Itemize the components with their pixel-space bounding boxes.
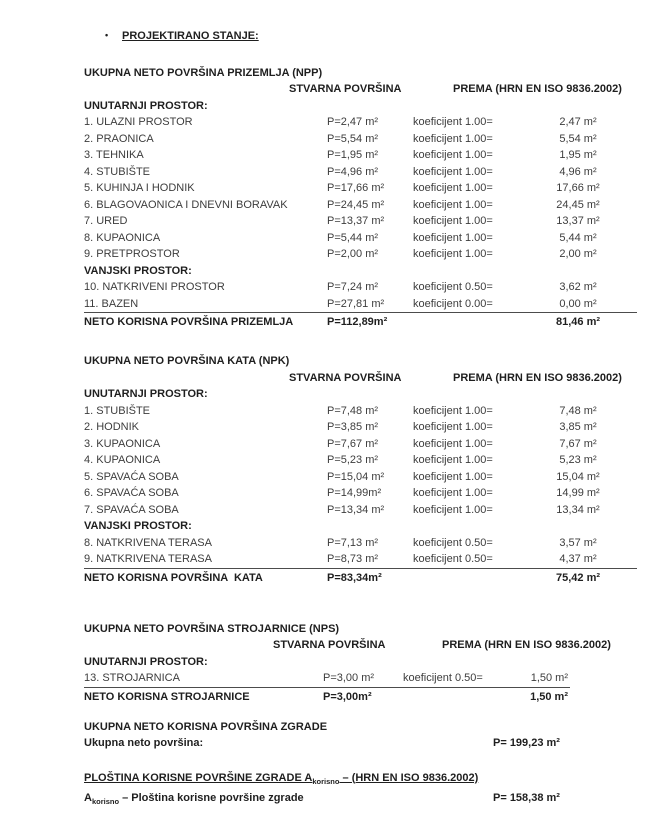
usable-area-value: P= 158,38 m²: [493, 792, 560, 805]
table-row: [84, 485, 637, 502]
table-row: [84, 131, 637, 148]
area-value: P=7,13 m²: [327, 536, 379, 549]
usable-area-title-text: PLOŠTINA KORISNE POVRŠINE ZGRADE A: [84, 771, 313, 784]
area-value: P=7,67 m²: [327, 437, 379, 450]
converted-value: 5,54 m²: [559, 132, 597, 145]
area-value: P=2,00 m²: [327, 248, 379, 260]
converted-value: 1,95 m²: [559, 149, 597, 161]
column-headers: [84, 637, 651, 654]
table-row: [84, 670, 570, 688]
converted-value: 5,44 m²: [559, 231, 597, 244]
row-label: 7. URED: [84, 215, 128, 227]
row-label: 6. BLAGOVAONICA I DNEVNI BORAVAK: [84, 198, 288, 211]
total-spacer: [413, 313, 519, 333]
usable-area-block: [84, 770, 651, 807]
column-header-stvarna: STVARNA POVRŠINA: [273, 639, 386, 651]
coefficient: koeficijent 1.00=: [413, 437, 493, 450]
area-value: P=3,00 m²: [323, 672, 375, 684]
total-result: 75,42 m²: [555, 571, 601, 584]
converted-value: 7,48 m²: [559, 404, 597, 417]
converted-value: 4,96 m²: [559, 165, 597, 178]
coefficient: koeficijent 1.00=: [413, 132, 493, 145]
usable-area-description: – Ploština korisne površine zgrade: [119, 792, 304, 805]
area-value: P=3,85 m²: [327, 421, 379, 433]
table-row: [84, 197, 637, 214]
coefficient: koeficijent 1.00=: [413, 503, 493, 516]
table-row: [84, 147, 637, 164]
row-label: 6. SPAVAĆA SOBA: [84, 487, 179, 499]
area-value: P=7,48 m²: [327, 404, 379, 417]
area-value: P=8,73 m²: [327, 553, 379, 565]
total-label: NETO KORISNA STROJARNICE: [84, 690, 250, 703]
total-area: P=112,89m²: [327, 316, 388, 328]
coefficient: koeficijent 0.50=: [403, 672, 483, 684]
usable-area-line: [84, 790, 651, 807]
column-header-stvarna: STVARNA POVRŠINA: [289, 83, 402, 95]
row-label: 11. BAZEN: [84, 297, 139, 310]
table-row: [84, 452, 637, 469]
coefficient: koeficijent 1.00=: [413, 165, 493, 178]
column-header-prema: PREMA (HRN EN ISO 9836.2002): [453, 371, 622, 384]
total-result: 1,50 m²: [530, 690, 568, 703]
section-prizemlje: [84, 65, 651, 333]
table-row: [84, 180, 637, 197]
area-value: P=14,99m²: [327, 487, 382, 499]
total-label: NETO KORISNA POVRŠINA KATA: [84, 571, 263, 584]
usable-area-label: [84, 792, 304, 807]
converted-value: 5,23 m²: [559, 454, 597, 466]
converted-value: 13,37 m²: [556, 215, 600, 227]
row-label: 2. HODNIK: [84, 421, 140, 433]
summary-value: P= 199,23 m²: [493, 737, 560, 749]
page-title: PROJEKTIRANO STANJE:: [122, 30, 259, 42]
area-sections: [84, 65, 651, 707]
coefficient: koeficijent 1.00=: [413, 198, 493, 211]
usable-area-title: [84, 770, 651, 791]
row-label: 9. NATKRIVENA TERASA: [84, 553, 212, 565]
coefficient: koeficijent 1.00=: [413, 182, 493, 194]
converted-value: 3,62 m²: [559, 281, 597, 293]
column-header-prema: PREMA (HRN EN ISO 9836.2002): [453, 83, 622, 95]
total-result: 81,46 m²: [555, 316, 601, 328]
coefficient: koeficijent 1.00=: [413, 116, 493, 128]
row-label: 13. STROJARNICA: [84, 672, 180, 684]
total-row: [84, 688, 570, 707]
section-strojarnica: [84, 621, 651, 707]
usable-area-symbol: A: [84, 792, 92, 805]
area-value: P=17,66 m²: [327, 182, 385, 194]
converted-value: 3,57 m²: [559, 536, 597, 549]
converted-value: 1,50 m²: [530, 672, 568, 684]
table-row: [84, 164, 637, 181]
usable-area-title-standard: – (HRN EN ISO 9836.2002): [339, 771, 479, 784]
column-header-stvarna: STVARNA POVRŠINA: [289, 371, 402, 384]
table-row: [84, 230, 637, 247]
total-area: P=3,00m²: [323, 690, 372, 703]
area-value: P=15,04 m²: [327, 470, 385, 483]
coefficient: koeficijent 1.00=: [413, 454, 493, 466]
document-title-line: [105, 27, 651, 45]
area-value: P=13,37 m²: [327, 215, 385, 227]
table-row: [84, 246, 637, 263]
column-header-prema: PREMA (HRN EN ISO 9836.2002): [442, 639, 611, 651]
converted-value: 3,85 m²: [559, 421, 597, 433]
table-row: [84, 502, 637, 519]
row-label: 2. PRAONICA: [84, 132, 154, 145]
converted-value: 14,99 m²: [556, 487, 600, 499]
building-summary-block: [84, 719, 651, 752]
table-row: [84, 403, 637, 420]
coefficient: koeficijent 0.50=: [413, 553, 493, 565]
section-title: UKUPNA NETO POVRŠINA KATA (NPK): [84, 355, 290, 367]
area-value: P=4,96 m²: [327, 165, 379, 178]
area-value: P=2,47 m²: [327, 116, 379, 128]
converted-value: 0,00 m²: [559, 297, 597, 310]
area-value: P=5,44 m²: [327, 231, 379, 244]
summary-line: [84, 735, 651, 752]
coefficient: koeficijent 1.00=: [413, 149, 493, 161]
row-label: 3. TEHNIKA: [84, 149, 144, 161]
table-row: [84, 436, 637, 453]
row-label: 4. STUBIŠTE: [84, 165, 151, 178]
row-label: 1. ULAZNI PROSTOR: [84, 116, 193, 128]
group-heading: VANJSKI PROSTOR:: [84, 264, 192, 277]
area-value: P=5,23 m²: [327, 454, 379, 466]
coefficient: koeficijent 1.00=: [413, 404, 493, 417]
total-label: NETO KORISNA POVRŠINA PRIZEMLJA: [84, 316, 294, 328]
converted-value: 15,04 m²: [556, 470, 600, 483]
row-label: 7. SPAVAĆA SOBA: [84, 503, 179, 516]
group-heading: UNUTARNJI PROSTOR:: [84, 388, 208, 400]
coefficient: koeficijent 1.00=: [413, 215, 493, 227]
summary-title: UKUPNA NETO KORISNA POVRŠINA ZGRADE: [84, 720, 328, 733]
column-headers: [84, 370, 651, 387]
table-row: [84, 296, 637, 314]
total-row: [84, 313, 637, 332]
total-spacer: [403, 688, 493, 708]
converted-value: 24,45 m²: [556, 198, 600, 211]
coefficient: koeficijent 0.00=: [413, 297, 493, 310]
area-value: P=7,24 m²: [327, 281, 379, 293]
coefficient: koeficijent 0.50=: [413, 281, 493, 293]
column-headers: [84, 81, 651, 98]
converted-value: 13,34 m²: [556, 503, 600, 516]
coefficient: koeficijent 1.00=: [413, 231, 493, 244]
table-row: [84, 551, 637, 569]
section-kat: [84, 353, 651, 588]
area-value: P=1,95 m²: [327, 149, 379, 161]
row-label: 8. NATKRIVENA TERASA: [84, 536, 212, 549]
row-label: 10. NATKRIVENI PROSTOR: [84, 281, 225, 293]
row-label: 8. KUPAONICA: [84, 231, 161, 244]
row-label: 1. STUBIŠTE: [84, 404, 151, 417]
table-row: [84, 114, 637, 131]
group-heading: UNUTARNJI PROSTOR:: [84, 99, 208, 112]
converted-value: 2,47 m²: [559, 116, 597, 128]
coefficient: koeficijent 0.50=: [413, 536, 493, 549]
section-title: UKUPNA NETO POVRŠINA STROJARNICE (NPS): [84, 622, 340, 635]
row-label: 5. SPAVAĆA SOBA: [84, 470, 179, 483]
section-title: UKUPNA NETO POVRŠINA PRIZEMLJA (NPP): [84, 66, 323, 79]
area-value: P=27,81 m²: [327, 297, 385, 310]
row-label: 5. KUHINJA I HODNIK: [84, 182, 195, 194]
table-row: [84, 469, 637, 486]
group-heading: VANJSKI PROSTOR:: [84, 520, 192, 532]
bullet-icon: •: [105, 30, 109, 40]
table-row: [84, 279, 637, 296]
group-heading: UNUTARNJI PROSTOR:: [84, 655, 208, 668]
coefficient: koeficijent 1.00=: [413, 421, 493, 433]
row-label: 3. KUPAONICA: [84, 437, 161, 450]
coefficient: koeficijent 1.00=: [413, 470, 493, 483]
usable-area-title-subscript: korisno: [312, 776, 340, 786]
converted-value: 7,67 m²: [559, 437, 597, 450]
table-row: [84, 213, 637, 230]
table-row: [84, 535, 637, 552]
row-label: 9. PRETPROSTOR: [84, 248, 180, 260]
converted-value: 4,37 m²: [559, 553, 597, 565]
coefficient: koeficijent 1.00=: [413, 248, 493, 260]
converted-value: 17,66 m²: [556, 182, 600, 194]
total-row: [84, 569, 637, 588]
total-area: P=83,34m²: [327, 571, 382, 584]
area-value: P=13,34 m²: [327, 503, 385, 516]
converted-value: 2,00 m²: [559, 248, 597, 260]
coefficient: koeficijent 1.00=: [413, 487, 493, 499]
table-row: [84, 419, 637, 436]
row-label: 4. KUPAONICA: [84, 454, 161, 466]
summary-label: Ukupna neto površina:: [84, 737, 204, 749]
total-spacer: [413, 569, 519, 589]
usable-area-subscript: korisno: [91, 797, 120, 807]
area-value: P=24,45 m²: [327, 198, 385, 211]
area-value: P=5,54 m²: [327, 132, 379, 145]
